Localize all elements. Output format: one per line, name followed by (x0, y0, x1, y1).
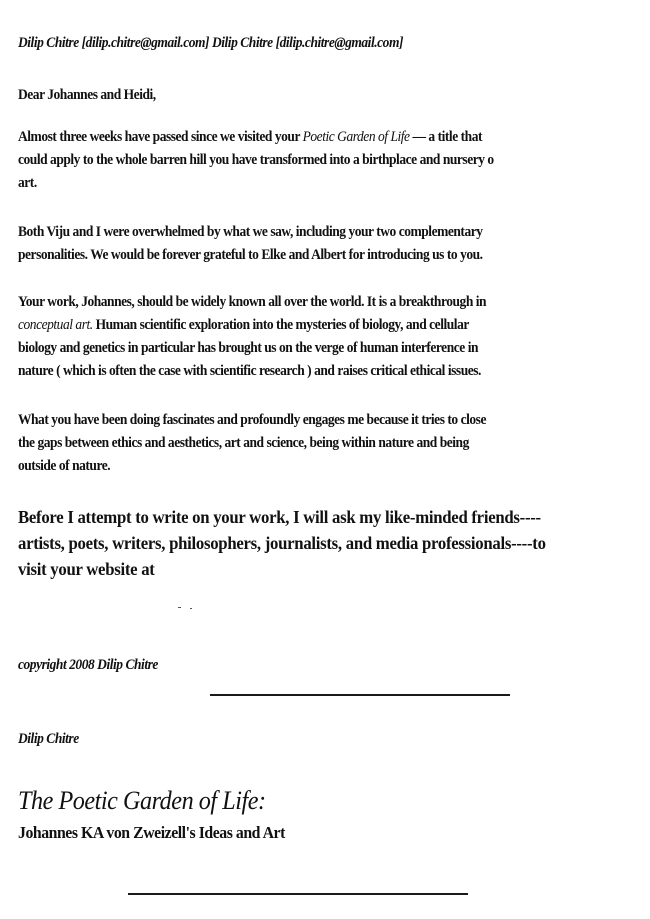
book-title: The Poetic Garden of Life: (18, 786, 266, 815)
author-line: Dilip Chitre (18, 731, 79, 747)
paragraph-1-line-1 (18, 128, 606, 146)
paragraph-5-line-2: artists, poets, writers, philosophers, journalists, and media professionals----to (18, 533, 546, 553)
paragraph-4-line-3: outside of nature. (18, 458, 111, 474)
conceptual-art-term: conceptual art. (18, 317, 93, 333)
paragraph-3-line-3: biology and genetics in particular has brought us on the verge of human interference in (18, 340, 479, 356)
p3-line-2-text: Human scientific exploration into the mysteries of biology, and cellular (92, 317, 469, 333)
paragraph-1-line-2: could apply to the whole barren hill you have transformed into a birthplace and nursery o (18, 152, 494, 168)
scan-speck (190, 608, 192, 609)
scan-speck (178, 607, 181, 608)
p1-text-pre: Almost three weeks have passed since we visited your (18, 129, 303, 145)
salutation: Dear Johannes and Heidi, (18, 87, 156, 103)
poetic-garden-title: Poetic Garden of Life (302, 129, 410, 145)
paragraph-2-line-1: Both Viju and I were overwhelmed by what we saw, including your two complementary (18, 224, 483, 240)
paragraph-2-line-2: personalities. We would be forever grateful to Elke and Albert for introducing us to you. (18, 247, 483, 263)
divider-rule (210, 694, 510, 696)
divider-rule (128, 893, 468, 895)
paragraph-4-line-1: What you have been doing fascinates and profoundly engages me because it tries to close (18, 412, 486, 428)
paragraph-3-line-2 (18, 316, 606, 334)
paragraph-4-line-2: the gaps between ethics and aesthetics, art and science, being within nature and being (18, 435, 469, 451)
paragraph-1-line-3: art. (18, 175, 37, 191)
paragraph-3-line-1: Your work, Johannes, should be widely known all over the world. It is a breakthrough in (18, 294, 487, 310)
paragraph-5-line-1: Before I attempt to write on your work, I will ask my like-minded friends---- (18, 507, 541, 527)
book-subtitle: Johannes KA von Zweizell's Ideas and Art (18, 823, 285, 842)
email-header: Dilip Chitre [dilip.chitre@gmail.com] Dilip Chitre [dilip.chitre@gmail.com] (18, 35, 403, 51)
paragraph-5-line-3: visit your website at (18, 559, 155, 579)
p1-text-post: — a title that (409, 129, 483, 145)
copyright-line: copyright 2008 Dilip Chitre (18, 657, 158, 673)
paragraph-3-line-4: nature ( which is often the case with scientific research ) and raises critical ethical issues. (18, 363, 481, 379)
